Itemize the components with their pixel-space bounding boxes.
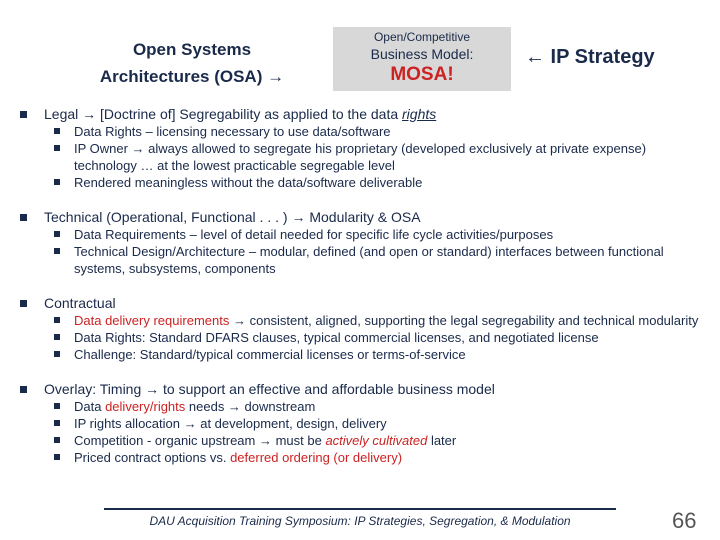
sub-bullet-text: Rendered meaningless without the data/software deliverable [74,175,423,190]
square-bullet-icon [54,420,60,426]
sub-bullet-text: needs → downstream [185,399,316,414]
rights-link-text: rights [402,106,437,122]
square-bullet-icon [54,145,60,151]
osa-heading [92,36,292,90]
square-bullet-icon [20,111,27,118]
sub-bullet-text: Challenge: Standard/typical commercial licenses or terms-of-service [74,347,466,362]
bullet-technical [20,209,700,226]
footer-text: DAU Acquisition Training Symposium: IP Strategies, Segregation, & Modulation [149,514,571,528]
square-bullet-icon [54,437,60,443]
bullet-contractual [20,295,700,312]
square-bullet-icon [54,248,60,254]
highlight-text: deferred ordering (or delivery) [230,450,403,465]
square-bullet-icon [54,179,60,185]
contractual-text: Contractual [44,295,116,311]
sub-bullet [20,140,700,174]
square-bullet-icon [54,317,60,323]
square-bullet-icon [20,386,27,393]
highlight-text: actively cultivated [325,433,428,448]
bullet-legal [20,106,700,123]
osa-line1: Open Systems [132,40,252,59]
sub-bullet [20,226,700,243]
footer-divider [104,508,616,510]
legal-label: Legal [44,106,83,122]
sub-bullet [20,432,700,449]
sub-bullet [20,174,700,191]
sub-bullet [20,415,700,432]
sub-bullet [20,123,700,140]
sub-bullet-text: later [427,433,457,448]
square-bullet-icon [20,300,27,307]
highlight-text: delivery/rights [105,399,186,414]
mosa-title: MOSA! [390,64,454,85]
mosa-box [333,27,511,91]
overlay-text: Overlay: Timing → to support an effective and affordable business model [44,381,495,397]
square-bullet-icon [54,403,60,409]
bullet-overlay [20,381,700,398]
highlight-text: Data delivery requirements [74,313,230,328]
sub-bullet-text: Data Rights: Standard DFARS clauses, typical commercial licenses, and negotiated license [74,330,599,345]
square-bullet-icon [20,214,27,221]
sub-bullet [20,346,700,363]
square-bullet-icon [54,231,60,237]
sub-bullet [20,449,700,466]
sub-bullet-text: Data [74,399,106,414]
legal-text: [Doctrine of] Segregability as applied to the data [96,106,403,122]
mosa-line2: Business Model: [370,46,474,62]
sub-bullet-text: IP Owner → always allowed to segregate his proprietary (developed exclusively at private expense) technology … at the lowest practicable segregable level [74,141,647,173]
right-arrow-icon: → [267,67,285,86]
bullet-list [20,106,700,466]
sub-bullet-text: Competition - organic upstream → must be [74,433,326,448]
square-bullet-icon [54,351,60,357]
sub-bullet [20,312,700,329]
square-bullet-icon [54,128,60,134]
sub-bullet [20,329,700,346]
right-arrow-icon: → [82,106,97,122]
technical-text: Technical (Operational, Functional . . . ) → Modularity & OSA [44,209,421,225]
osa-line2: Architectures (OSA) [99,67,263,86]
page-number: 66 [672,508,697,533]
sub-bullet [20,398,700,415]
sub-bullet [20,243,700,277]
ip-strategy-heading: ← IP Strategy [525,46,655,68]
sub-bullet-text: Technical Design/Architecture – modular, defined (and open or standard) interfaces between functional systems, subsystems, components [74,244,664,276]
sub-bullet-text: Data Rights – licensing necessary to use data/software [74,124,391,139]
mosa-line1: Open/Competitive [373,30,471,44]
sub-bullet-text: IP rights allocation → at development, design, delivery [74,416,387,431]
square-bullet-icon [54,334,60,340]
sub-bullet-text: → consistent, aligned, supporting the legal segregability and technical modularity [229,313,699,328]
square-bullet-icon [54,454,60,460]
sub-bullet-text: Data Requirements – level of detail needed for specific life cycle activities/purposes [74,227,554,242]
sub-bullet-text: Priced contract options vs. [74,450,231,465]
